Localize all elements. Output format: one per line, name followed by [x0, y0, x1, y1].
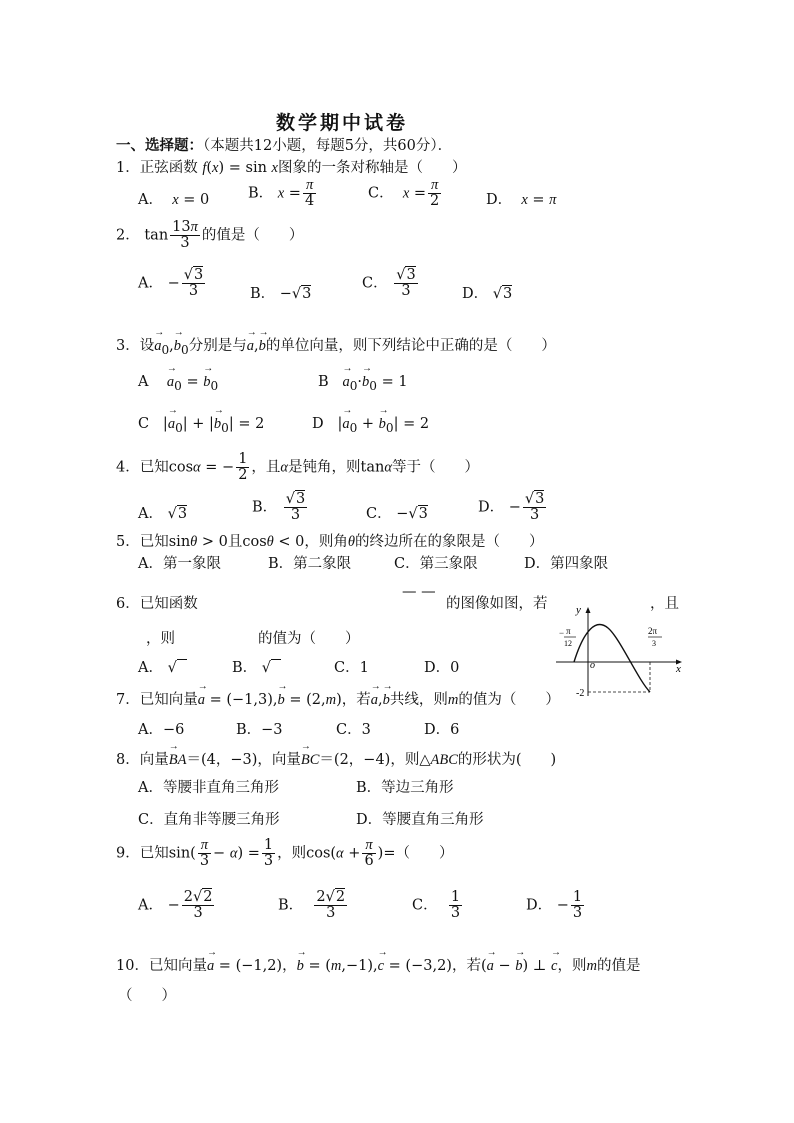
q8-option-c[interactable]: C．直角非等腰三角形	[138, 812, 280, 828]
question-9: 9．已知sin( $\frac{\pi}{3}$ − α) = $\frac{1}{3}$ ，则cos(α + $\frac{\pi}{6}$ )=（ ）	[116, 837, 454, 870]
question-10: 10．已知向量→ a = (−1,2)，→ b = (m,−1),→ c = (−3,2)，若(→ a − → b) ⊥ → c，则m的值是	[116, 954, 640, 975]
question-5: 5．已知sinθ > 0且cosθ < 0，则角θ的终边所在的象限是（ ）	[116, 534, 544, 550]
q7-option-a[interactable]: A．−6	[138, 722, 185, 738]
graph-left-den: 12	[564, 639, 572, 648]
question-8: 8．向量→ BA＝(4，−3)，向量→ BC＝(2，−4)，则△ABC的形状为( )	[116, 748, 556, 769]
q5-option-a[interactable]: A．第一象限	[138, 556, 221, 572]
q7-option-c[interactable]: C．3	[336, 722, 371, 738]
question-6-dash: — —	[402, 584, 436, 600]
q9-option-b[interactable]: B． $\frac{2√2}{3}$	[278, 889, 346, 922]
page-title: 数学期中试卷	[276, 112, 409, 134]
q9-option-d[interactable]: D． − $\frac{1}{3}$	[526, 889, 583, 922]
q3-option-d[interactable]: D |→ $a_0$ + → $b_0| = 2$	[312, 416, 429, 435]
q8-option-b[interactable]: B．等边三角形	[356, 780, 454, 796]
graph-right-num: 2π	[648, 626, 658, 636]
q4-option-d[interactable]: D． − $\frac{√3}{3}$	[478, 491, 545, 524]
q8-option-a[interactable]: A．等腰非直角三角形	[138, 780, 279, 796]
q5-option-b[interactable]: B．第二象限	[268, 556, 352, 572]
question-6-line1b: 的图像如图，若	[446, 596, 548, 612]
question-7: 7．已知向量→ a = (−1,3),→ b = (2,m)，若→ a,→ b共线，则m的值为（ ）	[116, 688, 560, 709]
q5-option-c[interactable]: C．第三象限	[394, 556, 478, 572]
graph-y-arrow	[586, 607, 591, 613]
section-header	[116, 134, 452, 155]
q2-option-a[interactable]: A． − $\frac{√3}{3}$	[138, 267, 204, 300]
q4-option-c[interactable]: C． −√3	[366, 506, 428, 522]
q6-option-a[interactable]: A． √	[138, 656, 187, 677]
q8-option-d[interactable]: D．等腰直角三角形	[356, 812, 484, 828]
question-6-line1: 6．已知函数	[116, 596, 198, 612]
q4-option-b[interactable]: B． $\frac{√3}{3}$	[252, 491, 306, 524]
q7-option-b[interactable]: B．−3	[236, 722, 283, 738]
graph-low-label: -2	[576, 688, 585, 699]
question-1: 1．正弦函数 f(x) = sin x图象的一条对称轴是（ ）	[116, 160, 467, 176]
graph-origin-label: o	[590, 660, 595, 671]
question-6-line2b: 的值为（ ）	[258, 631, 360, 647]
q2-option-d[interactable]: D． √3	[462, 286, 513, 302]
q5-option-d[interactable]: D．第四象限	[524, 556, 609, 572]
graph-left-num: π	[566, 626, 571, 636]
question-6-line1c: ，且	[650, 596, 679, 612]
q4-option-a[interactable]: A． √3	[138, 506, 188, 522]
q2-option-b[interactable]: B． −√3	[250, 286, 312, 302]
q3-option-a[interactable]: A → $a_0$ = → $b_0$	[138, 374, 218, 393]
section-label: 一、选择题：	[116, 137, 203, 154]
graph-x-label: x	[676, 663, 681, 675]
q7-option-d[interactable]: D．6	[424, 722, 460, 738]
graph-y-label: y	[576, 604, 581, 616]
q6-option-c[interactable]: C．1	[334, 660, 369, 676]
q3-option-c[interactable]: C |→ $a_0|$ + |→ $b_0| = 2$	[138, 416, 264, 435]
graph-curve	[574, 625, 650, 692]
q10-answer-paren: （ ）	[118, 988, 176, 1004]
question-6-line2a: ，则	[146, 631, 175, 647]
q6-option-b[interactable]: B． √	[232, 656, 281, 677]
q9-option-a[interactable]: A． − $\frac{2√2}{3}$	[138, 889, 213, 922]
q2-option-c[interactable]: C． $\frac{√3}{3}$	[362, 267, 416, 300]
q6-option-d[interactable]: D．0	[424, 660, 460, 676]
q3-option-b[interactable]: $B \to a_0\cdot\to b_0 = 1$	[318, 374, 408, 393]
q9-option-c[interactable]: C． $\frac{1}{3}$	[412, 889, 461, 922]
section-note: （本题共12小题，每题5分，共60分）．	[203, 138, 453, 154]
question-3: 3．设→ $a_0,\to b_0$分别是与→ a,→ b的单位向量，则下列结论中正确的是（ ）	[116, 334, 556, 357]
q6-graph	[548, 600, 688, 700]
graph-left-minus: −	[559, 628, 565, 638]
question-2: 2． tan $\frac{13\pi}{3}$ 的值是（ ）	[116, 219, 304, 252]
q1-option-d[interactable]: D． x = π	[486, 192, 557, 208]
graph-right-den: 3	[652, 639, 656, 648]
question-4: 4．已知cosα = − $\frac{1}{2}$ ，且α是钝角，则tanα等于（ ）	[116, 451, 479, 484]
q1-option-a[interactable]: A． x = 0	[138, 192, 210, 208]
q1-option-c[interactable]: C． x = $\frac{\pi}{2}$	[368, 177, 440, 210]
q1-option-b[interactable]: B． x = $\frac{\pi}{4}$	[248, 177, 315, 210]
